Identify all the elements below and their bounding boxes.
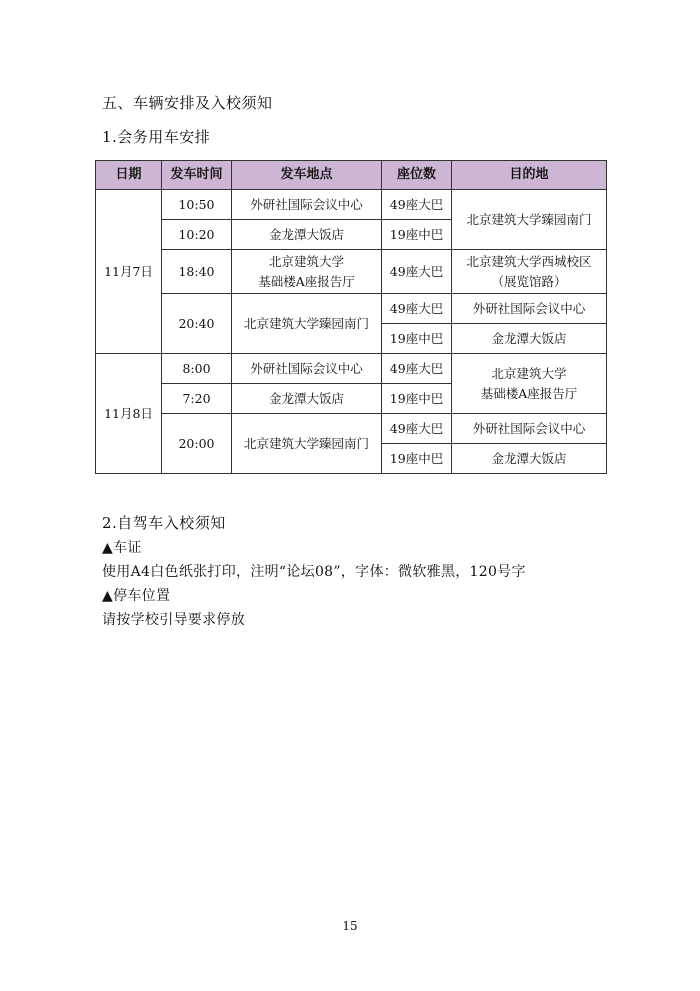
parking-heading: ▲停车位置 [102,588,171,604]
parking-text: 请按学校引导要求停放 [102,612,245,628]
destination-line: 基础楼A座报告厅 [480,385,578,401]
place-cell: 北京建筑大学臻园南门 [232,414,382,474]
destination-cell [452,354,607,414]
seats-cell: 19座中巴 [382,220,452,250]
time-cell: 20:40 [162,294,232,354]
seats-cell: 49座大巴 [382,414,452,444]
time-cell: 8:00 [162,354,232,384]
header-place: 发车地点 [232,161,382,190]
destination-line: 北京建筑大学 [491,365,567,381]
subsection-title-bus: 1.会务用车安排 [102,128,211,146]
table-header-row [96,161,607,190]
destination-cell: 北京建筑大学臻园南门 [452,190,607,250]
seats-cell: 19座中巴 [382,444,452,474]
seats-cell: 19座中巴 [382,324,452,354]
seats-cell: 49座大巴 [382,354,452,384]
time-cell: 20:00 [162,414,232,474]
time-cell: 7:20 [162,384,232,414]
seats-cell: 19座中巴 [382,384,452,414]
time-cell: 18:40 [162,250,232,294]
table-row [96,190,607,220]
place-cell [232,250,382,294]
table-row [96,250,607,294]
bus-schedule-table [95,160,607,474]
section-title: 五、车辆安排及入校须知 [102,94,273,112]
destination-cell [452,250,607,294]
destination-cell: 金龙潭大饭店 [452,444,607,474]
date-cell: 11月7日 [96,190,162,354]
seats-cell: 49座大巴 [382,250,452,294]
subsection-title-selfdrive: 2.自驾车入校须知 [102,514,226,532]
place-line: 北京建筑大学 [268,253,344,269]
destination-cell: 外研社国际会议中心 [452,414,607,444]
table-row [96,294,607,324]
seats-cell: 49座大巴 [382,294,452,324]
header-destination: 目的地 [452,161,607,190]
destination-cell: 金龙潭大饭店 [452,324,607,354]
place-cell: 金龙潭大饭店 [232,220,382,250]
seats-cell: 49座大巴 [382,190,452,220]
destination-line: （展览馆路） [491,273,567,289]
destination-cell: 外研社国际会议中心 [452,294,607,324]
time-cell: 10:50 [162,190,232,220]
permit-heading: ▲车证 [102,540,142,556]
header-seats: 座位数 [382,161,452,190]
destination-line: 北京建筑大学西城校区 [466,253,592,269]
table-row [96,414,607,444]
table-row [96,354,607,384]
header-date: 日期 [96,161,162,190]
permit-text: 使用A4白色纸张打印，注明“论坛08”，字体：微软雅黑，120号字 [102,564,526,580]
place-cell: 外研社国际会议中心 [232,190,382,220]
place-cell: 北京建筑大学臻园南门 [232,294,382,354]
header-time: 发车时间 [162,161,232,190]
place-line: 基础楼A座报告厅 [258,273,355,289]
date-cell: 11月8日 [96,354,162,474]
place-cell: 金龙潭大饭店 [232,384,382,414]
time-cell: 10:20 [162,220,232,250]
page-number: 15 [342,919,358,933]
place-cell: 外研社国际会议中心 [232,354,382,384]
